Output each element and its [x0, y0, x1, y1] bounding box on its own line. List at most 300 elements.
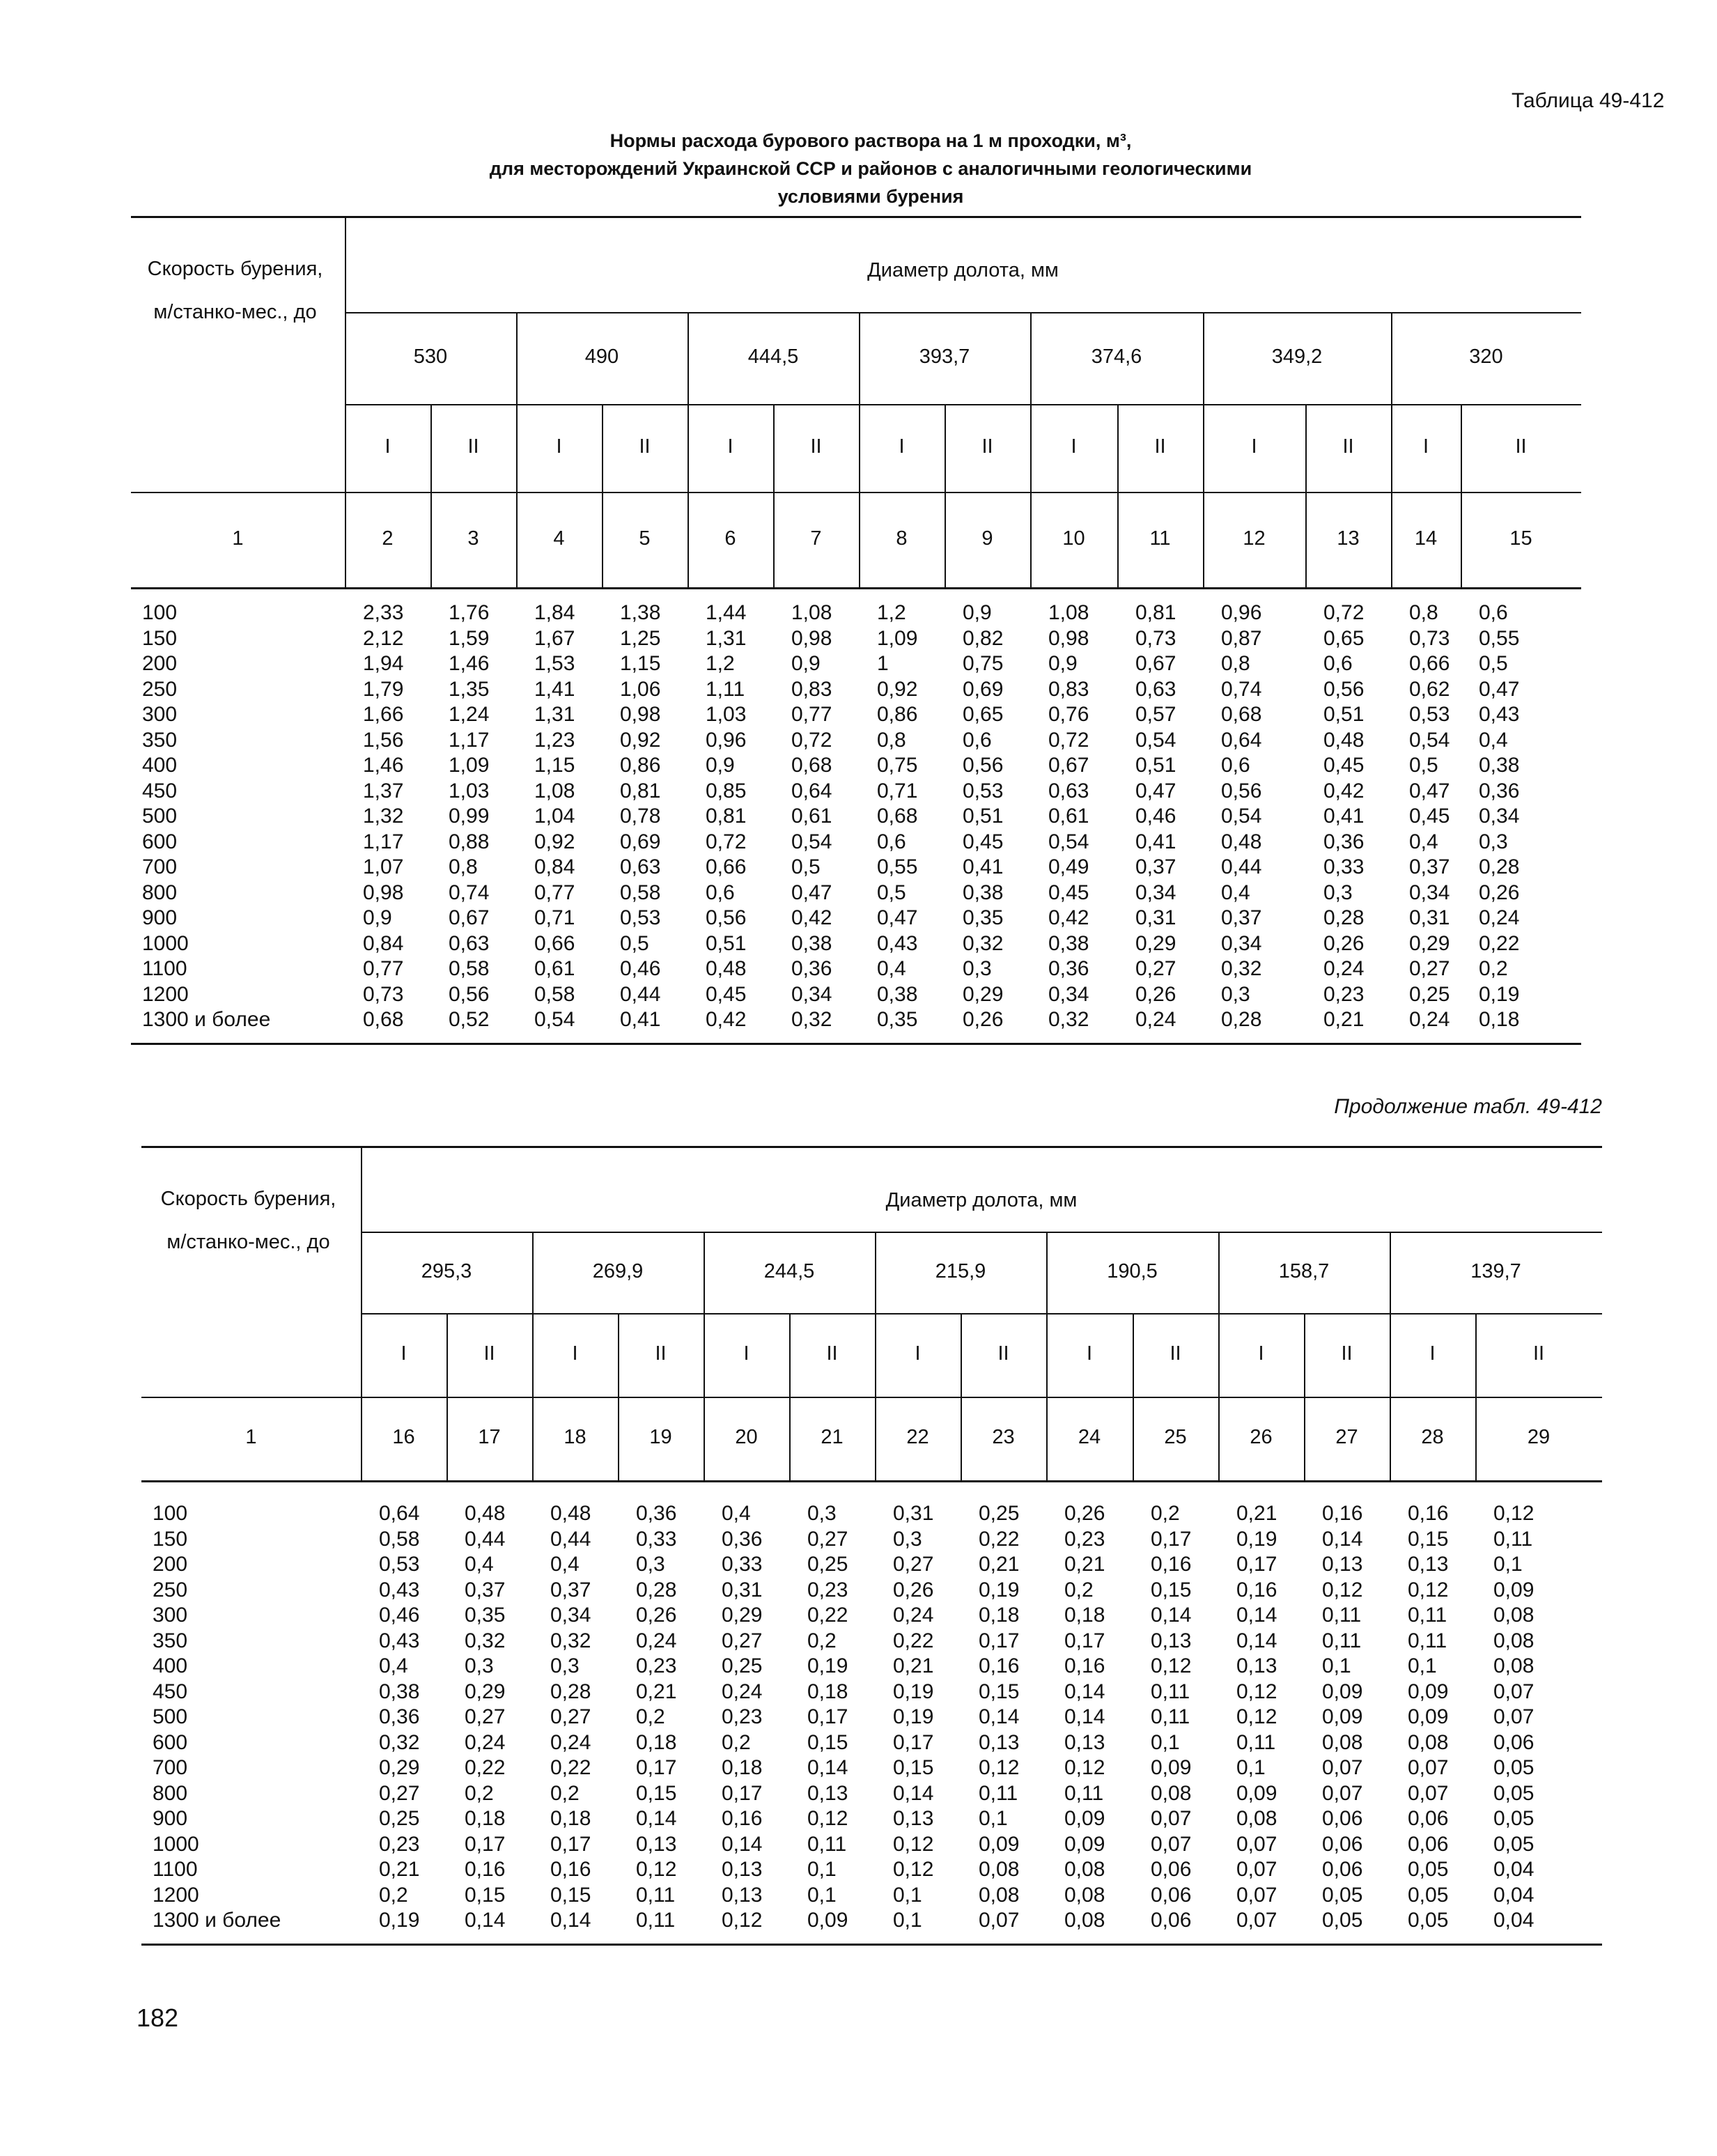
table-cell: 0,26 — [893, 1578, 934, 1602]
table-cell: 1,76 — [449, 601, 490, 624]
table-cell: 0,48 — [1323, 728, 1365, 752]
table-cell: 0,64 — [791, 779, 832, 802]
row-speed-cell: 250 — [153, 1578, 188, 1602]
table-cell: 2,12 — [363, 626, 404, 650]
column-number: 18 — [564, 1426, 586, 1448]
table-cell: 0,37 — [465, 1578, 506, 1602]
table-cell: 0,05 — [1493, 1781, 1535, 1805]
row-speed-cell: 1000 — [153, 1832, 199, 1856]
table-cell: 0,63 — [1048, 779, 1089, 802]
table-cell: 0,24 — [550, 1730, 591, 1754]
table-cell: 0,13 — [636, 1832, 677, 1856]
table-cell: 0,12 — [807, 1807, 848, 1830]
table-cell: 0,12 — [1408, 1578, 1449, 1602]
table-cell: 0,36 — [1048, 957, 1089, 980]
table-cell: 0,31 — [722, 1578, 763, 1602]
subcolumn-header: I — [401, 1342, 407, 1365]
table-cell: 0,27 — [1135, 957, 1176, 980]
table-cell: 0,16 — [1236, 1578, 1277, 1602]
table-cell: 0,19 — [1479, 982, 1520, 1006]
table-cell: 1,44 — [706, 601, 747, 624]
table-cell: 0,14 — [979, 1705, 1020, 1728]
table-cell: 0,07 — [1236, 1832, 1277, 1856]
row-speed-cell: 350 — [153, 1629, 188, 1652]
table-cell: 0,1 — [1151, 1730, 1180, 1754]
table-cell: 0,68 — [791, 754, 832, 777]
subcolumn-header: I — [899, 435, 905, 458]
table-cell: 0,16 — [1408, 1502, 1449, 1525]
table-cell: 0,24 — [1323, 957, 1365, 980]
row-speed-cell: 1000 — [142, 931, 189, 955]
table-cell: 0,12 — [1064, 1756, 1105, 1779]
diameter-header: 349,2 — [1271, 346, 1323, 368]
table-cell: 1,59 — [449, 626, 490, 650]
table-cell: 0,68 — [1221, 703, 1262, 726]
table-cell: 0,14 — [1151, 1604, 1192, 1627]
table-cell: 0,63 — [1135, 677, 1176, 701]
rule-column-numbers — [141, 1480, 1602, 1482]
table-cell: 0,2 — [807, 1629, 837, 1652]
table-cell: 0,14 — [722, 1832, 763, 1856]
table-cell: 0,85 — [706, 779, 747, 802]
table-cell: 1,31 — [706, 626, 747, 650]
table-cell: 0,1 — [979, 1807, 1008, 1830]
subcolumn-header: II — [826, 1342, 838, 1365]
table-cell: 0,1 — [893, 1883, 922, 1907]
table-cell: 0,18 — [979, 1604, 1020, 1627]
table-cell: 1,04 — [534, 805, 575, 828]
table-cell: 0,15 — [1408, 1527, 1449, 1551]
table-cell: 0,11 — [1236, 1730, 1276, 1754]
table-cell: 0,4 — [722, 1502, 751, 1525]
table-cell: 0,27 — [893, 1553, 934, 1576]
table-cell: 0,07 — [1151, 1832, 1192, 1856]
table-cell: 0,18 — [722, 1756, 763, 1779]
table-cell: 0,9 — [363, 906, 392, 929]
table-cell: 1,56 — [363, 728, 404, 752]
table-cell: 1,06 — [620, 677, 661, 701]
table-cell: 0,5 — [877, 881, 906, 904]
table-cell: 0,27 — [807, 1527, 848, 1551]
table-cell: 0,29 — [379, 1756, 420, 1779]
table-cell: 1,17 — [363, 830, 404, 853]
subcolumn-header: I — [572, 1342, 578, 1365]
table-cell: 0,81 — [1135, 601, 1176, 624]
rule-subcolumn — [1304, 1313, 1305, 1480]
table-cell: 0,13 — [1236, 1654, 1277, 1677]
table-cell: 1 — [877, 652, 889, 675]
table-cell: 0,32 — [550, 1629, 591, 1652]
table-cell: 0,6 — [963, 728, 992, 752]
table-cell: 0,06 — [1408, 1807, 1449, 1830]
table-cell: 0,67 — [1135, 652, 1176, 675]
table-cell: 0,76 — [1048, 703, 1089, 726]
column-number: 23 — [992, 1426, 1015, 1448]
table-cell: 0,72 — [706, 830, 747, 853]
table-cell: 0,11 — [1151, 1705, 1190, 1728]
table-cell: 0,06 — [1151, 1909, 1192, 1932]
table-cell: 0,17 — [979, 1629, 1020, 1652]
table-cell: 0,42 — [791, 906, 832, 929]
table-cell: 0,23 — [1064, 1527, 1105, 1551]
table-cell: 0,46 — [620, 957, 661, 980]
table-cell: 0,45 — [706, 982, 747, 1006]
table-cell: 0,53 — [963, 779, 1004, 802]
table-cell: 0,22 — [807, 1604, 848, 1627]
stub-header-line: м/станко-мес., до — [153, 301, 317, 323]
table-cell: 0,62 — [1409, 677, 1450, 701]
table-cell: 0,25 — [979, 1502, 1020, 1525]
table-cell: 0,4 — [1409, 830, 1438, 853]
table-cell: 0,61 — [534, 957, 575, 980]
table-cell: 0,51 — [1135, 754, 1176, 777]
table-cell: 0,18 — [1479, 1008, 1520, 1031]
table-cell: 0,32 — [465, 1629, 506, 1652]
table-cell: 0,23 — [1323, 982, 1365, 1006]
table-cell: 0,45 — [1323, 754, 1365, 777]
table-cell: 0,74 — [1221, 677, 1262, 701]
subcolumn-header: I — [556, 435, 562, 458]
table-cell: 0,98 — [1048, 626, 1089, 650]
column-number: 22 — [906, 1426, 929, 1448]
table-cell: 0,34 — [1135, 881, 1176, 904]
table-cell: 0,06 — [1151, 1883, 1192, 1907]
table-cell: 0,58 — [449, 957, 490, 980]
table-cell: 0,36 — [722, 1527, 763, 1551]
table-cell: 0,8 — [449, 855, 478, 878]
rule-bottom — [131, 1043, 1581, 1045]
row-speed-cell: 450 — [142, 779, 178, 802]
rule-diameter — [361, 1313, 1602, 1314]
table-cell: 0,54 — [534, 1008, 575, 1031]
table-cell: 0,56 — [1221, 779, 1262, 802]
row-speed-cell: 1100 — [153, 1858, 198, 1881]
table-cell: 0,17 — [465, 1832, 506, 1856]
table-cell: 0,13 — [1322, 1553, 1363, 1576]
table-cell: 0,09 — [1236, 1781, 1277, 1805]
table-cell: 0,18 — [807, 1680, 848, 1703]
subcolumn-header: II — [639, 435, 651, 458]
table-cell: 0,28 — [636, 1578, 677, 1602]
table-cell: 0,05 — [1322, 1909, 1363, 1932]
table-cell: 0,22 — [979, 1527, 1020, 1551]
row-speed-cell: 200 — [142, 652, 178, 675]
row-speed-cell: 1200 — [142, 982, 189, 1006]
table-cell: 0,88 — [449, 830, 490, 853]
table-cell: 1,66 — [363, 703, 404, 726]
table-cell: 0,35 — [877, 1008, 918, 1031]
table-cell: 0,72 — [1323, 601, 1365, 624]
table-cell: 0,43 — [1479, 703, 1520, 726]
table-cell: 0,92 — [620, 728, 661, 752]
table-cell: 0,04 — [1493, 1883, 1535, 1907]
column-number: 15 — [1509, 527, 1532, 550]
table-cell: 0,16 — [1322, 1502, 1363, 1525]
table-cell: 0,26 — [1323, 931, 1365, 955]
row-speed-cell: 200 — [153, 1553, 188, 1576]
table-cell: 1,79 — [363, 677, 404, 701]
table-cell: 0,19 — [893, 1705, 934, 1728]
table-cell: 1,67 — [534, 626, 575, 650]
row-speed-cell: 900 — [142, 906, 178, 929]
table-cell: 1,41 — [534, 677, 575, 701]
table-cell: 0,27 — [550, 1705, 591, 1728]
table-cell: 0,09 — [1408, 1705, 1449, 1728]
table-cell: 0,31 — [893, 1502, 934, 1525]
table-cell: 0,32 — [1048, 1008, 1089, 1031]
table-cell: 0,06 — [1322, 1807, 1363, 1830]
table-cell: 0,41 — [620, 1008, 661, 1031]
table-cell: 0,24 — [893, 1604, 934, 1627]
table-cell: 0,38 — [877, 982, 918, 1006]
table-cell: 0,33 — [1323, 855, 1365, 878]
subcolumn-header: I — [1422, 435, 1429, 458]
column-number: 17 — [478, 1426, 501, 1448]
table-cell: 0,87 — [1221, 626, 1262, 650]
column-number: 11 — [1149, 527, 1171, 550]
table-cell: 0,08 — [1064, 1909, 1105, 1932]
table-cell: 0,67 — [449, 906, 490, 929]
table-cell: 0,14 — [807, 1756, 848, 1779]
table-cell: 0,38 — [791, 931, 832, 955]
subcolumn-header: I — [384, 435, 391, 458]
table-cell: 0,17 — [636, 1756, 677, 1779]
table-cell: 0,28 — [550, 1680, 591, 1703]
table-cell: 0,69 — [620, 830, 661, 853]
table-cell: 0,09 — [1151, 1756, 1192, 1779]
subcolumn-header: I — [1086, 1342, 1093, 1365]
diameter-header: 215,9 — [935, 1259, 986, 1282]
table-cell: 0,28 — [1479, 855, 1520, 878]
row-speed-cell: 300 — [153, 1604, 188, 1627]
column-number: 25 — [1164, 1426, 1187, 1448]
table-cell: 0,1 — [1408, 1654, 1437, 1677]
table-cell: 0,61 — [791, 805, 832, 828]
table-cell: 0,06 — [1151, 1858, 1192, 1881]
row-speed-cell: 450 — [153, 1680, 188, 1703]
table-cell: 0,6 — [1323, 652, 1353, 675]
table-cell: 0,16 — [1151, 1553, 1192, 1576]
row-speed-cell: 150 — [142, 626, 178, 650]
table-cell: 0,22 — [550, 1756, 591, 1779]
table-cell: 0,21 — [1236, 1502, 1277, 1525]
rule-diameter — [345, 404, 1581, 405]
subcolumn-header: II — [483, 1342, 495, 1365]
table-cell: 0,24 — [636, 1629, 677, 1652]
table-cell: 0,69 — [963, 677, 1004, 701]
table-cell: 0,6 — [1221, 754, 1250, 777]
column-number: 1 — [232, 527, 244, 550]
table-cell: 0,31 — [1135, 906, 1176, 929]
group-header: Диаметр долота, мм — [867, 259, 1059, 281]
table-cell: 0,2 — [722, 1730, 751, 1754]
row-speed-cell: 600 — [153, 1730, 188, 1754]
table-title-line: для месторождений Украинской ССР и районов с аналогичными геологическими — [489, 158, 1252, 179]
table-cell: 0,19 — [979, 1578, 1020, 1602]
table-cell: 0,04 — [1493, 1858, 1535, 1881]
table-cell: 0,38 — [1479, 754, 1520, 777]
row-speed-cell: 800 — [153, 1781, 188, 1805]
table-cell: 0,12 — [1236, 1680, 1277, 1703]
table-cell: 0,38 — [379, 1680, 420, 1703]
table-title — [348, 127, 1393, 210]
table-cell: 0,21 — [1323, 1008, 1365, 1031]
table-cell: 0,08 — [1408, 1730, 1449, 1754]
table-cell: 0,09 — [1064, 1832, 1105, 1856]
table-cell: 0,3 — [807, 1502, 837, 1525]
table-cell: 0,11 — [1408, 1629, 1447, 1652]
table-cell: 0,2 — [550, 1781, 580, 1805]
table-cell: 0,48 — [550, 1502, 591, 1525]
table-cell: 0,13 — [893, 1807, 934, 1830]
table-cell: 0,07 — [1408, 1781, 1449, 1805]
subcolumn-header: I — [743, 1342, 749, 1365]
table-cell: 0,07 — [1236, 1883, 1277, 1907]
table-cell: 0,96 — [1221, 601, 1262, 624]
table-cell: 0,13 — [1408, 1553, 1449, 1576]
row-speed-cell: 1300 и более — [153, 1909, 281, 1932]
table-cell: 0,13 — [722, 1883, 763, 1907]
table-cell: 0,14 — [1064, 1705, 1105, 1728]
table-cell: 0,12 — [636, 1858, 677, 1881]
table-cell: 0,25 — [379, 1807, 420, 1830]
table-cell: 1,24 — [449, 703, 490, 726]
table-cell: 0,08 — [1236, 1807, 1277, 1830]
table-cell: 1,07 — [363, 855, 404, 878]
table-cell: 1,08 — [791, 601, 832, 624]
table-cell: 0,09 — [1064, 1807, 1105, 1830]
table-cell: 0,77 — [791, 703, 832, 726]
table-cell: 0,09 — [807, 1909, 848, 1932]
table-cell: 0,44 — [620, 982, 661, 1006]
column-number: 4 — [553, 527, 565, 550]
table-cell: 0,47 — [877, 906, 918, 929]
table-cell: 0,27 — [379, 1781, 420, 1805]
table-cell: 0,51 — [1323, 703, 1365, 726]
subcolumn-header: II — [1170, 1342, 1181, 1365]
table-cell: 0,31 — [1409, 906, 1450, 929]
table-cell: 0,96 — [706, 728, 747, 752]
row-speed-cell: 500 — [142, 805, 178, 828]
table-cell: 0,37 — [1135, 855, 1176, 878]
table-cell: 0,64 — [379, 1502, 420, 1525]
table-cell: 1,03 — [449, 779, 490, 802]
table-cell: 0,71 — [534, 906, 575, 929]
rule-subcolumn — [773, 404, 775, 587]
diameter-header: 190,5 — [1107, 1259, 1158, 1282]
table-cell: 0,35 — [963, 906, 1004, 929]
rule-subcolumn — [1475, 1313, 1477, 1480]
table-cell: 1,25 — [620, 626, 661, 650]
table-cell: 0,19 — [893, 1680, 934, 1703]
table-cell: 0,17 — [807, 1705, 848, 1728]
table-cell: 0,3 — [963, 957, 992, 980]
table-cell: 0,2 — [379, 1883, 408, 1907]
table-cell: 1,08 — [1048, 601, 1089, 624]
table-cell: 1,11 — [706, 677, 745, 701]
diameter-header: 530 — [413, 346, 448, 368]
table-cell: 0,14 — [893, 1781, 934, 1805]
table-cell: 0,1 — [893, 1909, 922, 1932]
row-speed-cell: 700 — [142, 855, 178, 878]
table-cell: 0,46 — [1135, 805, 1176, 828]
rule-subcolumn — [618, 1313, 619, 1480]
table-cell: 0,34 — [550, 1604, 591, 1627]
rule-subcolumn — [1305, 404, 1307, 587]
table-cell: 0,2 — [1064, 1578, 1094, 1602]
table-cell: 1,15 — [534, 754, 575, 777]
table-cell: 0,17 — [722, 1781, 763, 1805]
table-cell: 0,35 — [465, 1604, 506, 1627]
column-number: 13 — [1337, 527, 1360, 550]
column-number: 14 — [1414, 527, 1438, 550]
table-cell: 0,81 — [620, 779, 661, 802]
table-cell: 0,4 — [550, 1553, 580, 1576]
column-number: 29 — [1527, 1426, 1551, 1448]
table-cell: 1,53 — [534, 652, 575, 675]
table-cell: 0,64 — [1221, 728, 1262, 752]
table-cell: 0,06 — [1322, 1832, 1363, 1856]
table-cell: 0,09 — [979, 1832, 1020, 1856]
table-cell: 0,16 — [465, 1858, 506, 1881]
table-cell: 0,11 — [807, 1832, 847, 1856]
rule-subheader — [131, 492, 1581, 493]
table-cell: 1,15 — [620, 652, 661, 675]
table-cell: 0,8 — [1409, 601, 1438, 624]
table-cell: 0,05 — [1493, 1832, 1535, 1856]
table-cell: 0,71 — [877, 779, 918, 802]
table-cell: 0,13 — [1151, 1629, 1192, 1652]
column-number: 24 — [1078, 1426, 1101, 1448]
table-cell: 0,58 — [534, 982, 575, 1006]
table-cell: 0,14 — [1322, 1527, 1363, 1551]
rule-subcolumn — [1117, 404, 1119, 587]
table-cell: 0,1 — [1236, 1756, 1266, 1779]
table-cell: 0,16 — [550, 1858, 591, 1881]
table-cell: 0,63 — [620, 855, 661, 878]
table-cell: 0,73 — [1135, 626, 1176, 650]
table-cell: 0,28 — [1221, 1008, 1262, 1031]
table-cell: 0,43 — [379, 1629, 420, 1652]
subcolumn-header: II — [655, 1342, 667, 1365]
subcolumn-header: I — [1071, 435, 1077, 458]
table-cell: 0,14 — [1236, 1604, 1277, 1627]
table-cell: 0,27 — [465, 1705, 506, 1728]
table-cell: 0,07 — [1493, 1680, 1535, 1703]
table-cell: 0,47 — [1135, 779, 1176, 802]
table-cell: 0,05 — [1493, 1756, 1535, 1779]
table-cell: 0,22 — [465, 1756, 506, 1779]
table-cell: 0,5 — [791, 855, 821, 878]
table-cell: 0,17 — [1151, 1527, 1192, 1551]
row-speed-cell: 400 — [142, 754, 178, 777]
table-cell: 0,27 — [722, 1629, 763, 1652]
diameter-header: 158,7 — [1278, 1259, 1330, 1282]
table-cell: 0,22 — [1479, 931, 1520, 955]
row-speed-cell: 400 — [153, 1654, 188, 1677]
table-cell: 0,56 — [706, 906, 747, 929]
table-cell: 0,18 — [550, 1807, 591, 1830]
table-cell: 0,2 — [465, 1781, 494, 1805]
table-cell: 0,9 — [1048, 652, 1078, 675]
table-title-line: условиями бурения — [777, 186, 964, 207]
table-cell: 0,74 — [449, 881, 490, 904]
table-cell: 0,55 — [1479, 626, 1520, 650]
table-cell: 0,47 — [1409, 779, 1450, 802]
table-cell: 0,3 — [550, 1654, 580, 1677]
table-cell: 0,13 — [807, 1781, 848, 1805]
row-speed-cell: 250 — [142, 677, 178, 701]
